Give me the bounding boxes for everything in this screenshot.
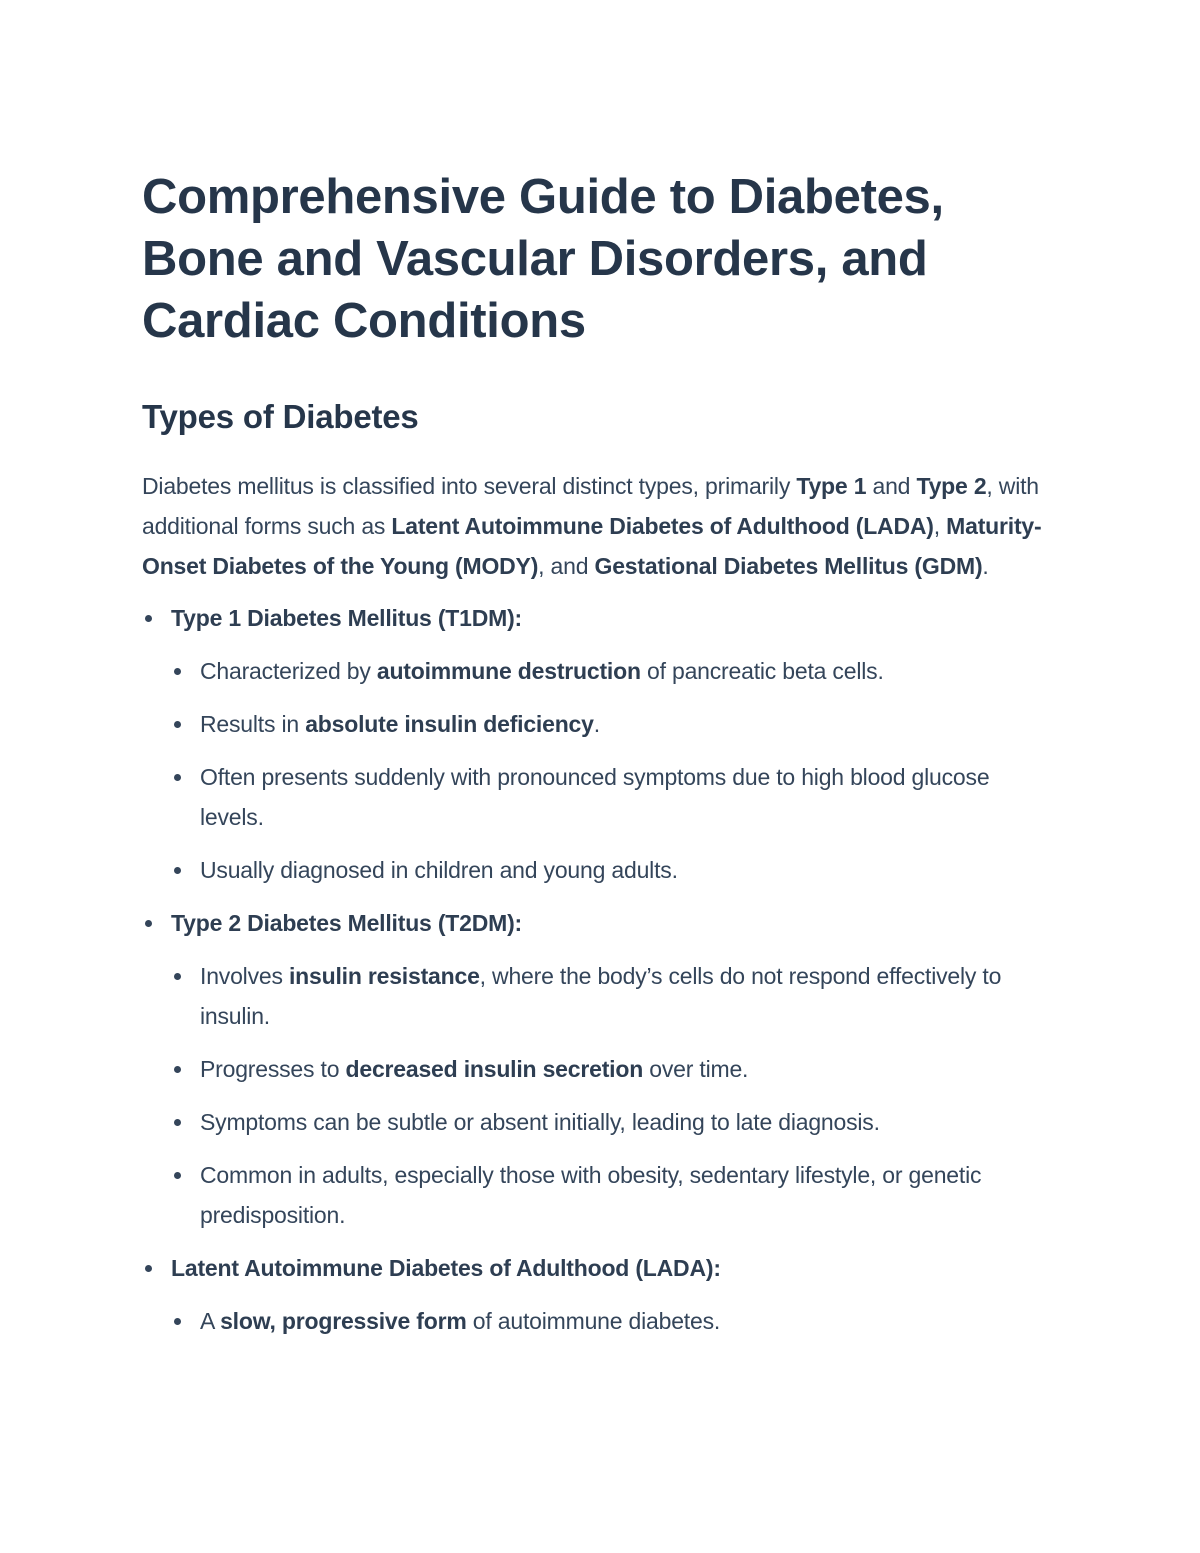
text-run: A: [200, 1308, 221, 1334]
bullet-icon: [145, 615, 152, 622]
section-heading: Types of Diabetes: [142, 398, 419, 435]
text-run: Characterized by: [200, 658, 377, 684]
sub-list-item: [171, 704, 1052, 744]
text-run: Common in adults, especially those with obesity, sedentary lifestyle, or genetic predisposition.: [200, 1162, 982, 1228]
bullet-icon: [174, 867, 181, 874]
list-item: [142, 903, 1052, 1235]
text-run: Diabetes mellitus is classified into several distinct types, primarily: [142, 473, 797, 499]
text-run: Results in: [200, 711, 306, 737]
bullet-icon: [174, 1172, 181, 1179]
bold-text: Type 2: [916, 473, 987, 499]
bullet-icon: [174, 1119, 181, 1126]
bullet-icon: [174, 774, 181, 781]
bullet-icon: [174, 668, 181, 675]
document-page: [142, 166, 1052, 1341]
text-run: Involves: [200, 963, 289, 989]
text-run: Symptoms can be subtle or absent initially, leading to late diagnosis.: [200, 1109, 880, 1135]
type-label: Latent Autoimmune Diabetes of Adulthood (LADA):: [171, 1255, 721, 1281]
sub-list-item: [171, 1301, 1052, 1341]
text-run: , where the body’s cells do not respond effectively to insulin.: [200, 963, 1002, 1029]
bold-text: Type 1: [796, 473, 867, 499]
text-run: ,: [933, 513, 947, 539]
bold-text: Gestational Diabetes Mellitus (GDM): [594, 553, 983, 579]
bold-text: autoimmune destruction: [376, 658, 641, 684]
list-item: [142, 598, 1052, 890]
sub-list-item: [171, 1049, 1052, 1089]
diabetes-types-list: [142, 598, 1052, 1341]
bold-text: Maturity-Onset Diabetes of the Young (MODY): [142, 513, 1042, 579]
text-run: and: [866, 473, 917, 499]
text-run: Often presents suddenly with pronounced symptoms due to high blood glucose levels.: [200, 764, 990, 830]
list-item: [142, 1248, 1052, 1341]
bold-text: absolute insulin deficiency: [305, 711, 594, 737]
text-run: , with additional forms such as: [142, 473, 1039, 539]
bullet-icon: [145, 1265, 152, 1272]
text-run: Progresses to: [200, 1056, 346, 1082]
intro-paragraph: [142, 466, 1052, 586]
sub-list-item: [171, 850, 1052, 890]
sub-list-item: [171, 1102, 1052, 1142]
bullet-icon: [174, 1066, 181, 1073]
text-run: Usually diagnosed in children and young adults.: [200, 857, 678, 883]
sub-list-item: [171, 757, 1052, 837]
text-run: over time.: [643, 1056, 749, 1082]
type-label: Type 2 Diabetes Mellitus (T2DM):: [171, 910, 523, 936]
bold-text: Latent Autoimmune Diabetes of Adulthood (LADA): [391, 513, 934, 539]
bold-text: decreased insulin secretion: [345, 1056, 644, 1082]
text-run: of autoimmune diabetes.: [466, 1308, 721, 1334]
page-title: Comprehensive Guide to Diabetes, Bone and Vascular Disorders, and Cardiac Conditions: [142, 170, 944, 348]
bold-text: slow, progressive form: [220, 1308, 467, 1334]
text-run: of pancreatic beta cells.: [640, 658, 884, 684]
sub-list-item: [171, 1155, 1052, 1235]
sub-list-item: [171, 651, 1052, 691]
text-run: .: [593, 711, 600, 737]
type-label: Type 1 Diabetes Mellitus (T1DM):: [171, 605, 523, 631]
text-run: .: [982, 553, 989, 579]
sub-list: [171, 1301, 1052, 1341]
sub-list: [171, 956, 1052, 1235]
bullet-icon: [174, 721, 181, 728]
bold-text: insulin resistance: [288, 963, 480, 989]
sub-list-item: [171, 956, 1052, 1036]
bullet-icon: [174, 1318, 181, 1325]
sub-list: [171, 651, 1052, 890]
text-run: , and: [538, 553, 595, 579]
bullet-icon: [174, 973, 181, 980]
bullet-icon: [145, 920, 152, 927]
